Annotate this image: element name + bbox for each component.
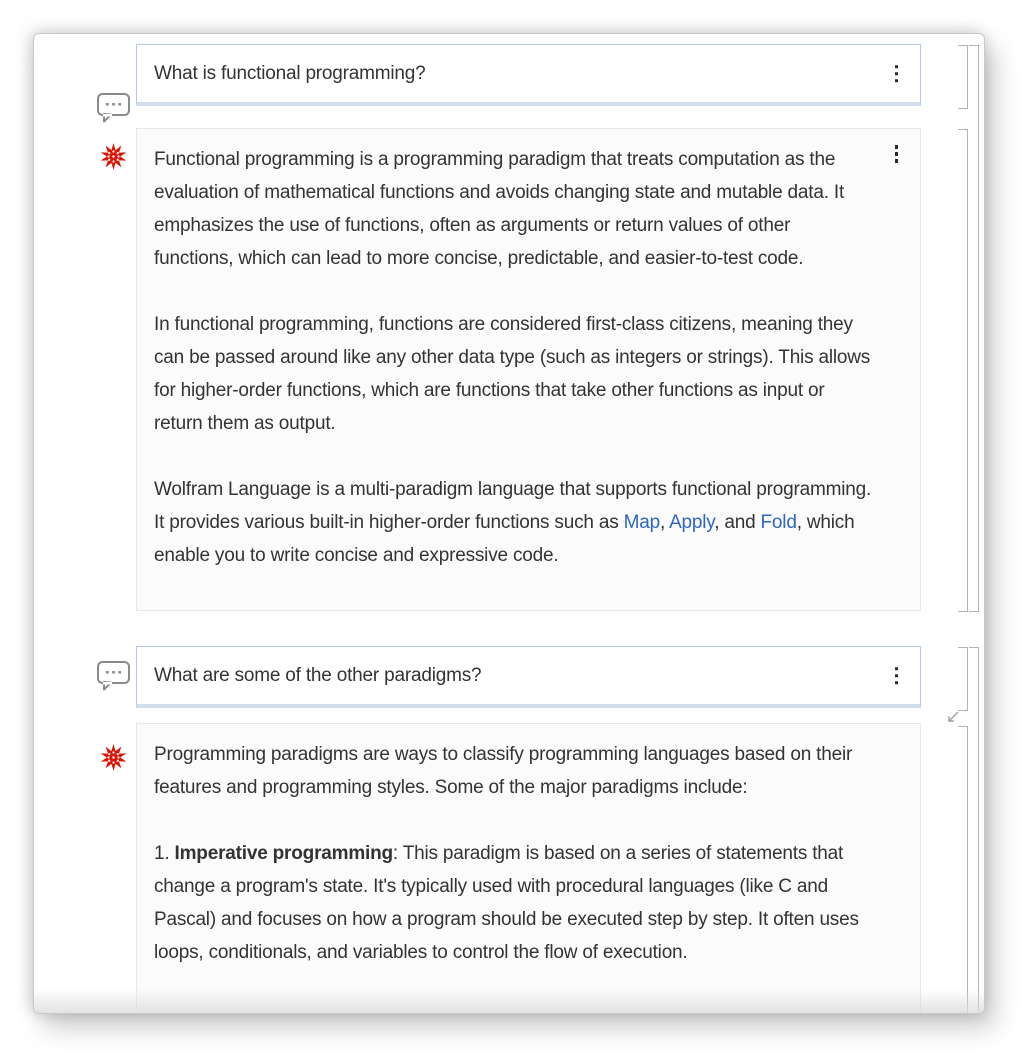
chat-output-text bbox=[154, 738, 874, 969]
body-text: Wolfram Language is a multi-paradigm language that supports functional programming. It provides various built-in higher-order functions such as bbox=[154, 479, 872, 533]
body-text: Functional programming is a programming paradigm that treats computation as the evaluation of mathematical functions and avoids changing state and mutable data. It emphasizes the use of functions, often as arguments or return values of other functions, which can lead to more concise, predictable, and easier-to-test code. bbox=[154, 149, 845, 269]
bold-text: Imperative programming bbox=[174, 843, 393, 864]
body-text: Programming paradigms are ways to classify programming languages based on their features and programming styles. Some of the major paradigms include: bbox=[154, 744, 853, 798]
kebab-menu-icon[interactable] bbox=[893, 665, 901, 687]
body-text: , and bbox=[714, 512, 761, 533]
notebook-window bbox=[33, 33, 985, 1014]
cell-bracket-chat-output-1[interactable] bbox=[958, 129, 968, 612]
wl-symbol-link[interactable]: Map bbox=[623, 512, 660, 533]
chat-input-text[interactable]: What are some of the other paradigms? bbox=[154, 665, 482, 686]
kebab-menu-icon[interactable] bbox=[893, 63, 901, 85]
wl-symbol-link[interactable]: Fold bbox=[760, 512, 797, 533]
wolfram-spikey-icon bbox=[99, 142, 128, 176]
chat-output-text bbox=[154, 143, 874, 572]
body-text: In functional programming, functions are considered first-class citizens, meaning they can be passed around like any other data type (such as integers or strings). This allows for higher-order functions, which are functions that take other functions as input or return them as output. bbox=[154, 314, 871, 434]
chat-input-cell[interactable] bbox=[136, 646, 921, 708]
body-text: 1. bbox=[154, 843, 175, 864]
cell-group-bracket-2[interactable] bbox=[969, 647, 979, 1014]
chat-input-cell[interactable] bbox=[136, 44, 921, 106]
kebab-menu-icon[interactable] bbox=[893, 143, 901, 165]
body-text: , which enable you to write concise and expressive code. bbox=[154, 512, 855, 566]
cell-group-bracket-1[interactable] bbox=[969, 45, 979, 612]
cell-bracket-chat-output-2[interactable] bbox=[958, 726, 968, 1014]
cell-bracket-chat-input-1[interactable] bbox=[958, 45, 968, 109]
cell-inline-marker-icon bbox=[945, 710, 961, 731]
chat-output-cell bbox=[136, 128, 921, 611]
body-text: : This paradigm is based on a series of statements that change a program's state. It's typically used with procedural languages (like C and Pascal) and focuses on how a program should be executed step by step. It often uses loops, conditionals, and variables to control the flow of execution. bbox=[154, 843, 859, 963]
wolfram-spikey-icon bbox=[99, 743, 128, 777]
chat-input-text[interactable]: What is functional programming? bbox=[154, 63, 426, 84]
chat-bubble-icon[interactable] bbox=[96, 660, 132, 697]
body-text: , bbox=[659, 512, 670, 533]
wl-symbol-link[interactable]: Apply bbox=[669, 512, 715, 533]
chat-bubble-icon[interactable] bbox=[96, 92, 132, 129]
chat-output-cell bbox=[136, 723, 921, 1014]
cell-bracket-chat-input-2[interactable] bbox=[958, 647, 968, 711]
